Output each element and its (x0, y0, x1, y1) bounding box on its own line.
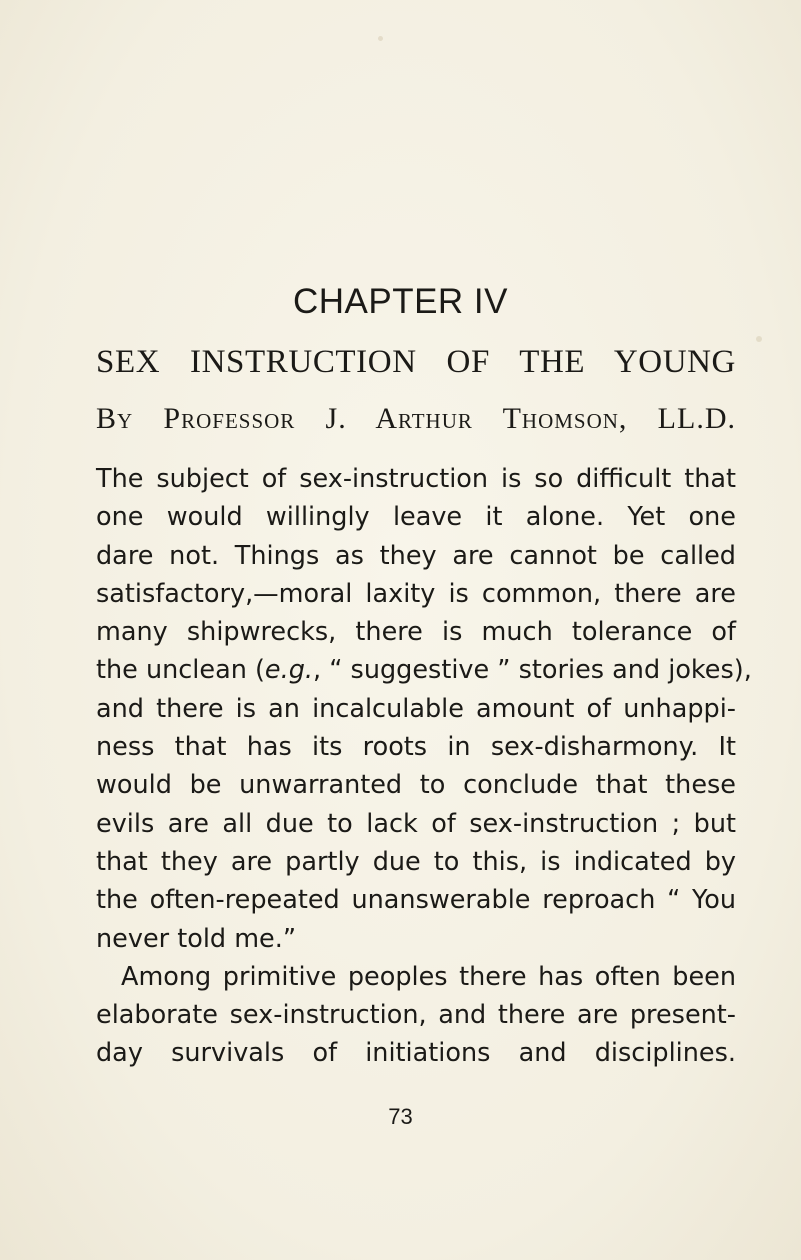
text-line: that they are partly due to this, is indicated by (96, 846, 736, 877)
body-text (96, 460, 752, 1073)
text-line: many shipwrecks, there is much tolerance of (96, 617, 736, 648)
text-line: ness that has its roots in sex-disharmony. It (96, 732, 736, 763)
text-line: day survivals of initiations and disciplines. (96, 1038, 736, 1069)
chapter-heading: CHAPTER IV (292, 282, 509, 321)
text-line: The subject of sex-instruction is so difficult that (96, 464, 736, 494)
chapter-title: SEX INSTRUCTION OF THE YOUNG (96, 344, 736, 380)
author-byline: By Professor J. Arthur Thomson, LL.D. (96, 402, 736, 435)
paper-fleck (378, 36, 383, 41)
text-line: never told me.” (96, 923, 297, 954)
text-run: , “ suggestive ” stories and jokes), (313, 655, 752, 686)
paper-fleck (756, 336, 762, 342)
text-line: the often-repeated unanswerable reproach “ You (96, 885, 736, 916)
text-line: satisfactory,—moral laxity is common, there are (96, 578, 736, 609)
italic-abbreviation: e.g. (264, 655, 314, 686)
text-line: one would willingly leave it alone. Yet one (96, 502, 736, 533)
text-line: evils are all due to lack of sex-instruction ; but (96, 808, 736, 839)
text-line: elaborate sex-instruction, and there are present- (96, 1000, 736, 1031)
text-line: and there is an incalculable amount of unhappi- (96, 693, 736, 724)
text-line: dare not. Things as they are cannot be called (96, 540, 736, 571)
page-number: 73 (388, 1104, 413, 1129)
text-line: Among primitive peoples there has often been (121, 961, 736, 992)
text-line: would be unwarranted to conclude that these (96, 770, 736, 801)
text-run: the unclean ( (96, 655, 265, 686)
text-line (96, 651, 752, 689)
